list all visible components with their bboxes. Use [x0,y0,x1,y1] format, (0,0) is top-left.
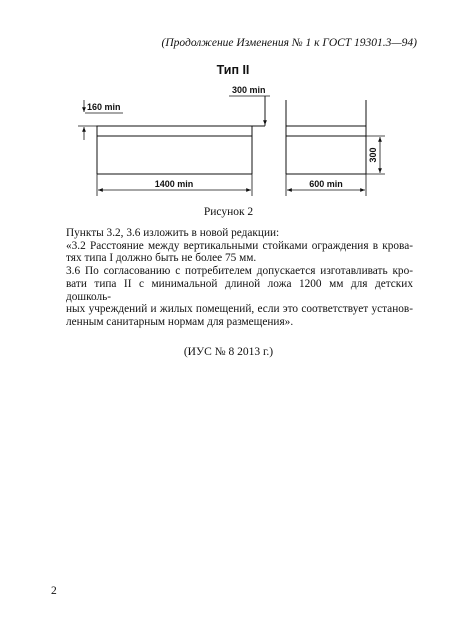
body-line: Пункты 3.2, 3.6 изложить в новой редакции: [66,227,280,239]
body-line: ных учреждений и жилых помещений, если это соответствует установ- [66,303,413,316]
bed-side-view [97,126,265,174]
publication-reference: (ИУС № 8 2013 г.) [183,346,274,358]
dim-depth-label: 300 [368,147,378,163]
figure-caption: Рисунок 2 [203,206,254,218]
figure-title: Тип II [216,63,250,77]
body-line: 3.6 По согласованию с потребителем допускается изготавливать кро- [66,265,413,278]
page-number: 2 [51,585,57,597]
dim-rail-height-label: 160 min [87,102,121,112]
dim-length-label: 1400 min [154,179,194,189]
page-header: (Продолжение Изменения № 1 к ГОСТ 19301.3—94) [161,37,417,49]
body-text [66,227,413,329]
bed-end-view [286,100,366,174]
dim-gap [229,96,270,126]
body-line: «3.2 Расстояние между вертикальными стойками ограждения в крова- [66,239,413,252]
body-line: вати типа II с минимальной длиной ложа 1200 мм для детских дошколь- [66,277,413,303]
dim-width-label: 600 min [309,179,343,189]
body-line: тях типа I должно быть не более 75 мм. [66,252,257,265]
bed-type-ii-drawing [0,0,457,200]
dim-gap-label: 300 min [232,85,266,95]
body-line: ленным санитарным нормам для размещения». [66,315,294,328]
